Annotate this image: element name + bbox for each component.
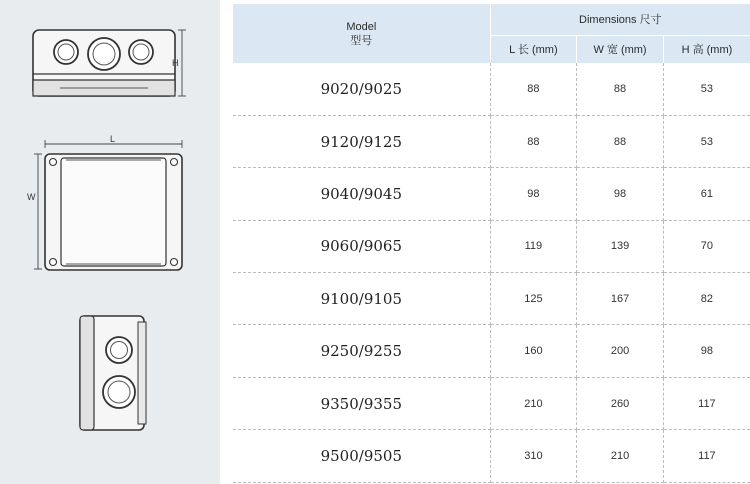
width-cell: 167 (577, 273, 664, 325)
dimensions-group-header: Dimensions 尺寸 (490, 4, 750, 35)
model-cell: 9100/9105 (233, 273, 490, 325)
model-header-en: Model (346, 20, 377, 33)
model-cell: 9060/9065 (233, 220, 490, 272)
dimensions-table-container (233, 4, 750, 482)
table-row (233, 430, 750, 482)
model-column-header (233, 4, 490, 63)
height-cell: 61 (663, 168, 750, 220)
model-cell: 9250/9255 (233, 325, 490, 377)
model-header-cn: 型号 (350, 34, 373, 47)
length-cell: 160 (490, 325, 577, 377)
height-cell: 117 (663, 430, 750, 482)
width-cell: 200 (577, 325, 664, 377)
height-cell: 53 (663, 63, 750, 115)
length-cell: 98 (490, 168, 577, 220)
width-cell: 98 (577, 168, 664, 220)
length-cell: 310 (490, 430, 577, 482)
table-row (233, 168, 750, 220)
model-cell: 9040/9045 (233, 168, 490, 220)
height-column-header: H 高 (mm) (663, 35, 750, 63)
width-cell: 88 (577, 115, 664, 167)
model-cell: 9350/9355 (233, 377, 490, 429)
table-row (233, 273, 750, 325)
height-cell: 98 (663, 325, 750, 377)
top-view-drawing (0, 134, 220, 274)
model-cell: 9020/9025 (233, 63, 490, 115)
width-cell: 139 (577, 220, 664, 272)
width-cell: 260 (577, 377, 664, 429)
length-cell: 88 (490, 115, 577, 167)
length-column-header: L 长 (mm) (490, 35, 577, 63)
table-row (233, 63, 750, 115)
width-cell: 88 (577, 63, 664, 115)
height-cell: 82 (663, 273, 750, 325)
table-row (233, 325, 750, 377)
dimensions-table (233, 4, 750, 483)
width-dimension-label: W (27, 192, 36, 202)
length-cell: 119 (490, 220, 577, 272)
height-cell: 70 (663, 220, 750, 272)
length-cell: 88 (490, 63, 577, 115)
height-cell: 53 (663, 115, 750, 167)
model-cell: 9500/9505 (233, 430, 490, 482)
length-dimension-label: L (110, 134, 116, 144)
length-cell: 210 (490, 377, 577, 429)
table-row (233, 115, 750, 167)
side-view-drawing (0, 310, 220, 435)
width-column-header: W 宽 (mm) (577, 35, 664, 63)
product-drawings-panel (0, 0, 220, 484)
front-view-drawing (0, 22, 220, 112)
height-cell: 117 (663, 377, 750, 429)
height-dimension-label: H (172, 58, 179, 68)
table-row (233, 377, 750, 429)
model-cell: 9120/9125 (233, 115, 490, 167)
table-row (233, 220, 750, 272)
length-cell: 125 (490, 273, 577, 325)
width-cell: 210 (577, 430, 664, 482)
